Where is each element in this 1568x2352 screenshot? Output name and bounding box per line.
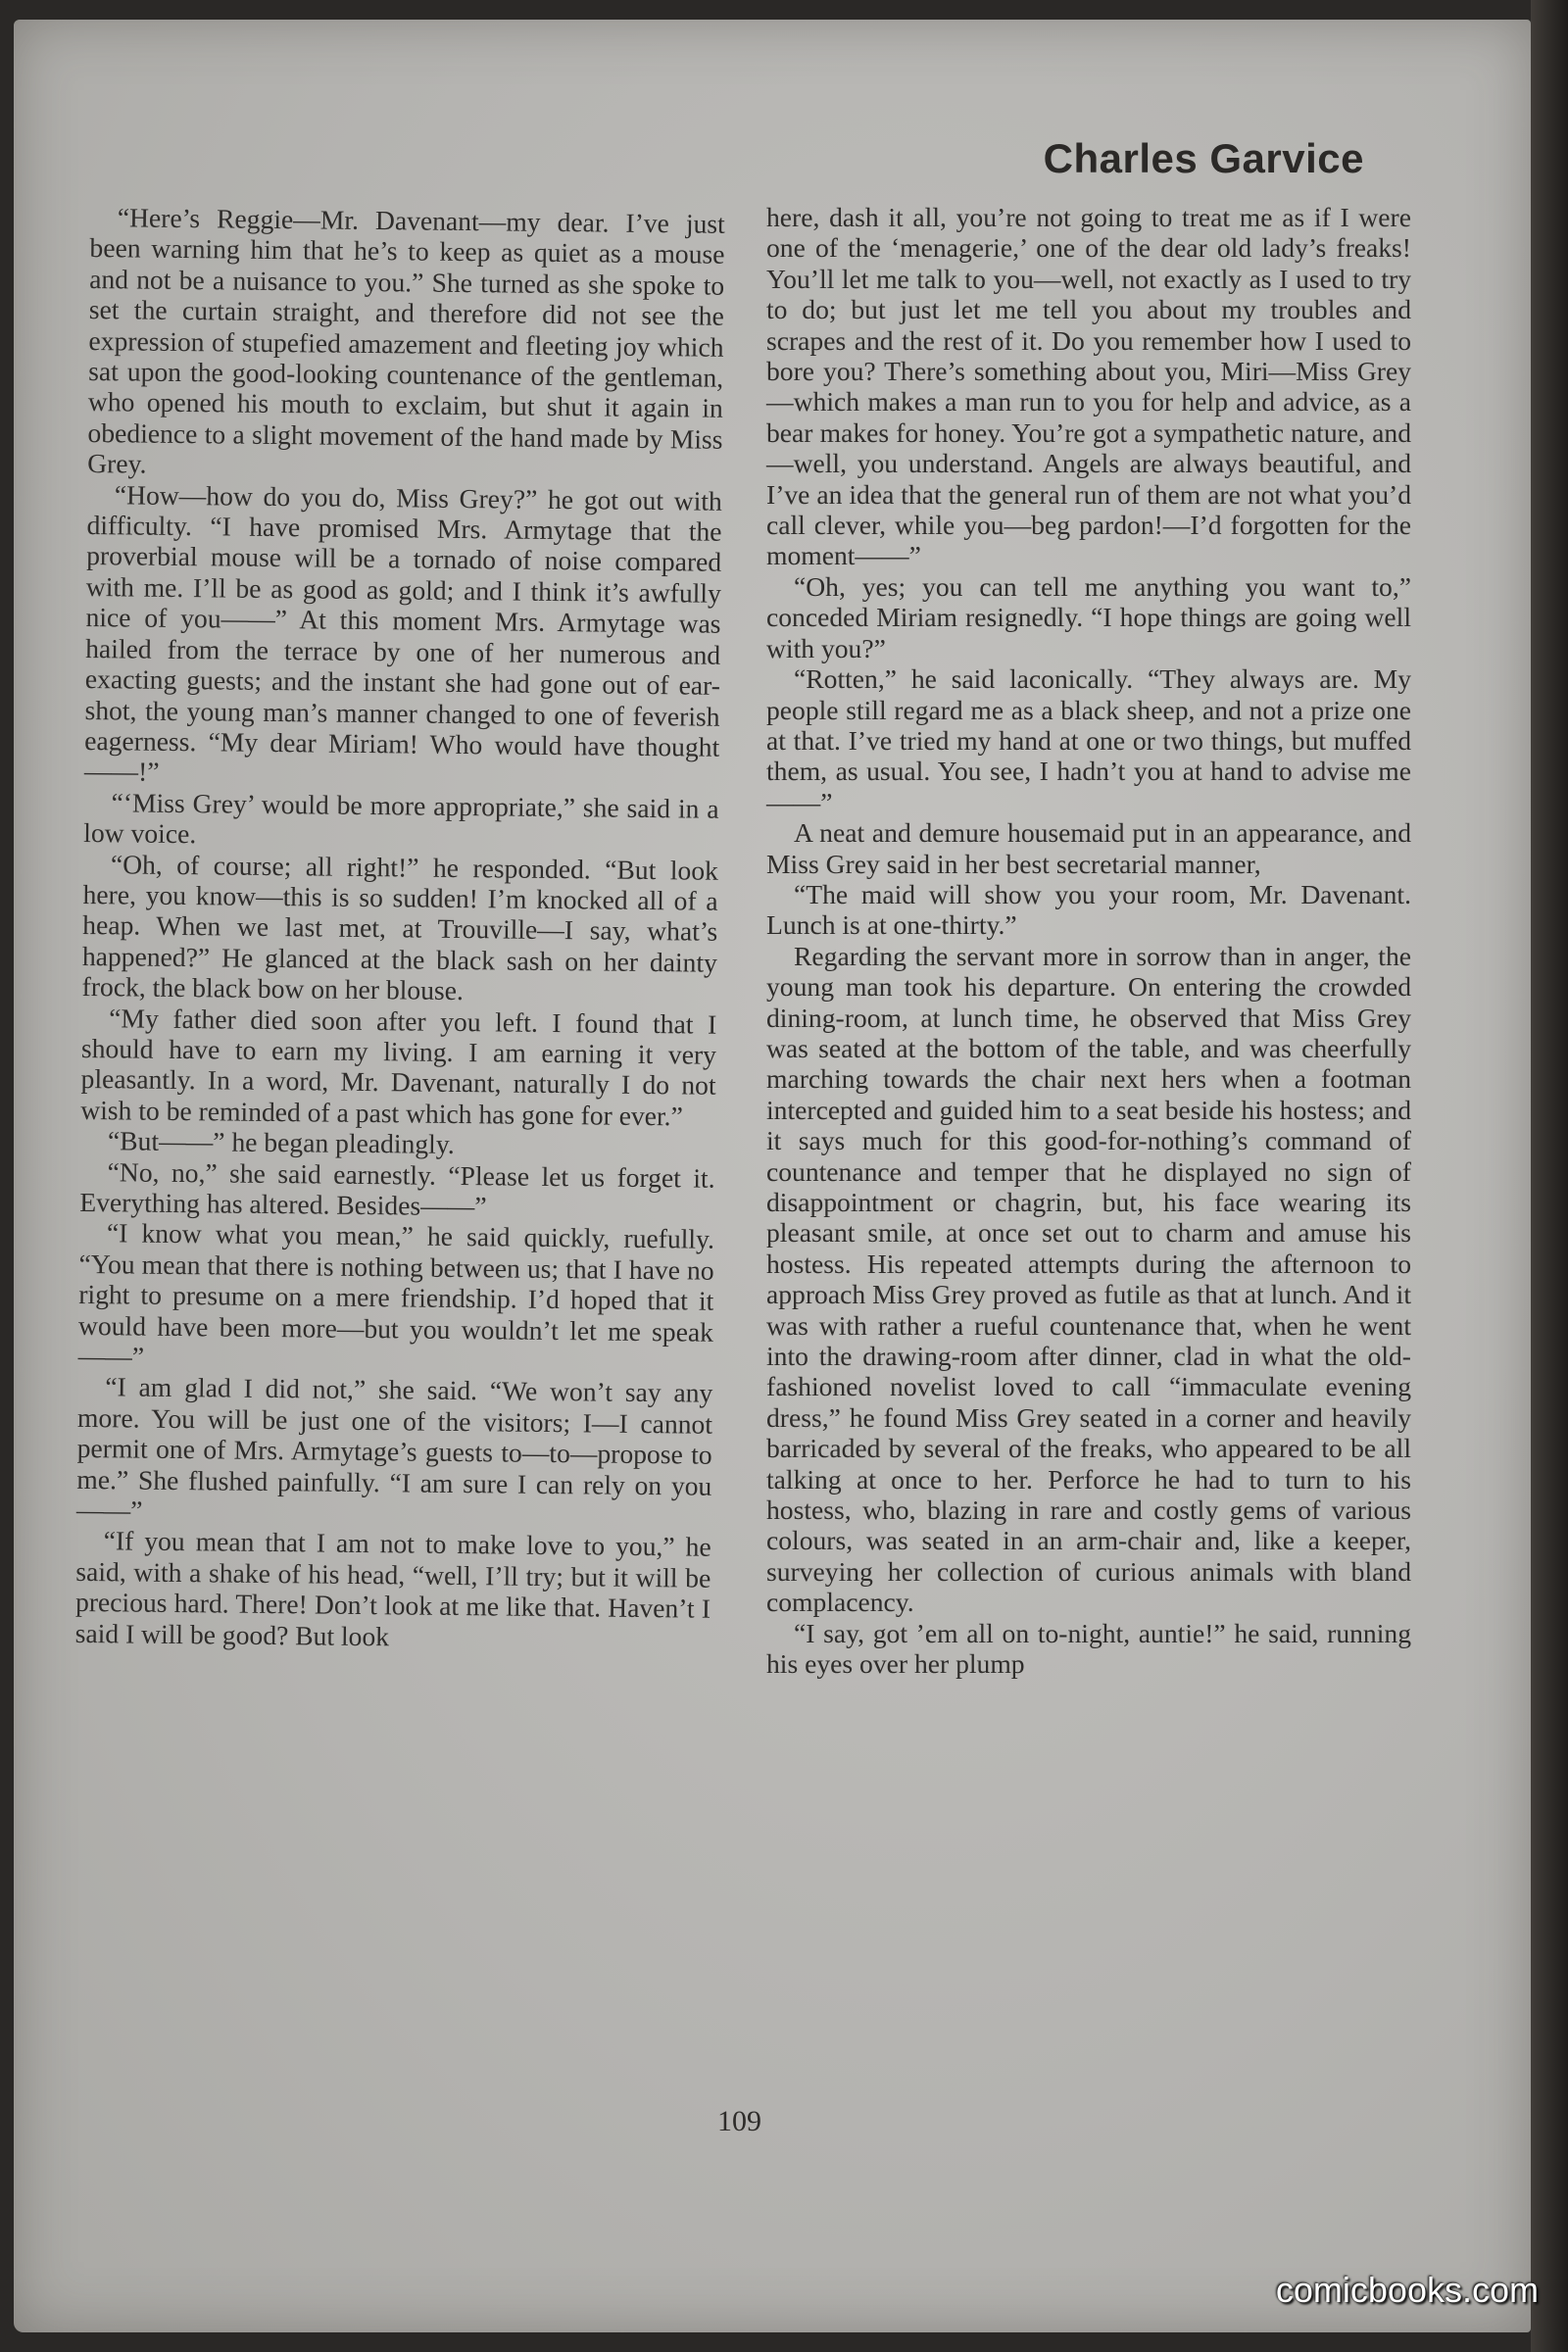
paragraph: “How—how do you do, Miss Grey?” he got out with difficulty. “I have promised Mrs. Armytage that the proverbial mouse will be a tornado of noise compared with me. I’ll be as good as gold; and I think it’s awfully nice of you——” At this moment Mrs. Armytage was hailed from the terrace by one of her numerous and exacting guests; and the instant she had gone out of ear-shot, the young man’s manner changed to one of feverish eagerness. “My dear Miriam! Who would have thought——!” — [83, 478, 723, 788]
page-number: 109 — [717, 2105, 761, 2137]
running-header-author: Charles Garvice — [1043, 135, 1364, 181]
paragraph: “Rotten,” he said laconically. “They always are. My people still regard me as a black sheep, and not a prize one at that. I’ve tried my hand at one or two things, but muffed them, as usual. You see, I hadn’t you at hand to advise me——” — [766, 663, 1411, 817]
paragraph: “Oh, of course; all right!” he responded. “But look here, you know—this is so sudden! I’m knocked all of a heap. When we last met, at Trouville—I say, what’s happened?” He glanced at the black sash on her dainty frock, the black bow on her blouse. — [81, 848, 719, 1006]
paragraph: “I am glad I did not,” she said. “We won’t say any more. You will be just one of the visitors; I—I cannot permit one of Mrs. Armytage’s guests to—to—propose to me.” She flushed painfully. “I am sure I can rely on you——” — [75, 1371, 713, 1526]
paragraph: “Oh, yes; you can tell me anything you want to,” conceded Miriam resignedly. “I hope things are going well with you?” — [766, 570, 1411, 663]
paragraph: “But——” he began pleadingly. — [107, 1125, 455, 1160]
paragraph: here, dash it all, you’re not going to treat me as if I were one of the ‘menagerie,’ one of the dear old lady’s freaks! You’ll let me talk to you—well, not exactly as I used to try to do; but just let me tell you about my troubles and scrapes and the rest of it. Do you remember how I used to bore you? There’s something about you, Miri—Miss Grey—which makes a man run to you for help and advice, as a bear makes for honey. You’re got a sympathetic nature, and—well, you understand. Angels are always beautiful, and I’ve an idea that the general run of them are not what you’d call clever, while you—beg pardon!—I’d forgotten for the moment——” — [766, 202, 1411, 571]
watermark-logo-text: comicbooks.com — [1275, 2270, 1539, 2310]
paragraph: “I know what you mean,” he said quickly, ruefully. “You mean that there is nothing between us; that I have no right to presume on a mere friendship. I’d hoped that it would have been more—but you wouldn’t let me speak——” — [77, 1217, 715, 1372]
paragraph: “Here’s Reggie—Mr. Davenant—my dear. I’ve just been warning him that he’s to keep as quiet as a mouse and not be a nuisance to you.” She turned as she spoke to set the curtain straight, and therefore did not see the expression of stupefied amazement and fleeting joy which sat upon the good-looking countenance of the gentleman, who opened his mouth to exclaim, but shut it again in obedience to a slight movement of the hand made by Miss Grey. — [87, 202, 725, 479]
paragraph: “I say, got ’em all on to-night, auntie!” he said, running his eyes over her plump — [766, 1617, 1411, 1680]
magazine-page — [14, 20, 1531, 2332]
paragraph: A neat and demure housemaid put in an appearance, and Miss Grey said in her best secretarial manner, — [766, 817, 1411, 879]
paragraph: Regarding the servant more in sorrow than in anger, the young man took his departure. On entering the crowded dining-room, at lunch time, he observed that Miss Grey was seated at the bottom of the table, and was cheerfully marching towards the chair next hers when a footman intercepted and guided him to a seat beside his hostess; and it says much for this good-for-nothing’s command of countenance and temper that he displayed no sign of disappointment or chagrin, but, his face wearing its pleasant smile, at once set out to charm and amuse his hostess. His repeated attempts during the afternoon to approach Miss Grey proved as futile as that at lunch. And it was with rather a rueful countenance that, when he went into the drawing-room after dinner, clad in what the old-fashioned novelist loved to call “immaculate evening dress,” he found Miss Grey seated in a corner and heavily barricaded by several of the freaks, who appeared to be all talking at once to her. Perforce he had to turn to his hostess, who, blazing in rare and costly gems of various colours, was seated in an arm-chair and, like a keeper, surveying her collection of curious animals with bland complacency. — [766, 940, 1411, 1618]
left-text-column — [75, 202, 725, 1655]
paragraph: “If you mean that I am not to make love to you,” he said, with a shake of his head, “well, I’ll try; but it will be precious hard. There! Don’t look at me like that. Haven’t I said I will be good? But look — [74, 1525, 711, 1651]
page-edge-shadow — [1531, 0, 1568, 2352]
paragraph: “My father died soon after you left. I found that I should have to earn my living. I am earning it very pleasantly. In a word, Mr. Davenant, naturally I do not wish to be reminded of a past which has gone for ever.” — [80, 1002, 717, 1132]
paragraph: “The maid will show you your room, Mr. Davenant. Lunch is at one-thirty.” — [766, 878, 1411, 941]
paragraph: “No, no,” she said earnestly. “Please let us forget it. Everything has altered. Besides——” — [79, 1155, 715, 1222]
paragraph: “‘Miss Grey’ would be more appropriate,” she said in a low voice. — [83, 786, 719, 850]
right-text-column — [766, 202, 1411, 1680]
